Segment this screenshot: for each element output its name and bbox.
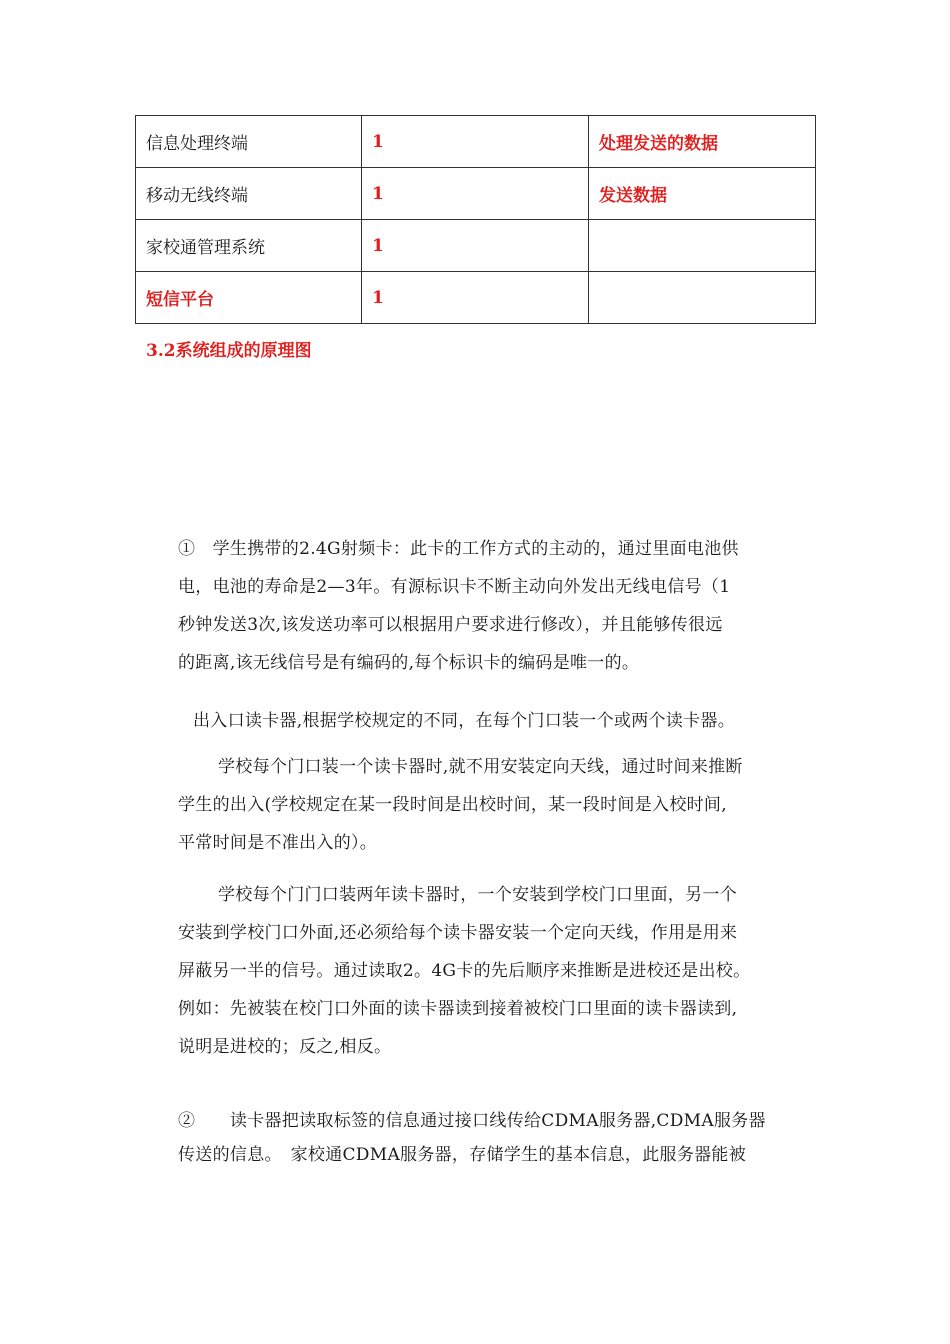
table-cell-note [589,272,816,324]
paragraph-line: 屏蔽另一半的信号。通过读取2。4G卡的先后顺序来推断是进校还是出校。 [178,961,751,981]
table-cell-name: 短信平台 [136,272,362,324]
table-cell-qty: 1 [362,272,589,324]
paragraph-line: ① 学生携带的2.4G射频卡：此卡的工作方式的主动的，通过里面电池供 [178,539,739,559]
equipment-table [135,115,816,324]
table-cell-qty: 1 [362,220,589,272]
paragraph-line: 例如：先被装在校门口外面的读卡器读到接着被校门口里面的读卡器读到, [178,999,738,1019]
table-row [136,220,816,272]
paragraph-cdma [178,1104,818,1172]
table-cell-qty: 1 [362,116,589,168]
table-row [136,168,816,220]
paragraph-line: 出入口读卡器,根据学校规定的不同，在每个门口装一个或两个读卡器。 [193,711,736,731]
paragraph-two-readers [178,876,818,1066]
table-cell-note: 发送数据 [589,168,816,220]
paragraph-line: ② 读卡器把读取标签的信息通过接口线传给CDMA服务器,CDMA服务器 [178,1111,766,1131]
paragraph-line: 说明是进校的；反之,相反。 [178,1037,392,1057]
paragraph-line: 安装到学校门口外面,还必须给每个读卡器安装一个定向天线，作用是用来 [178,923,738,943]
section-heading: 3.2系统组成的原理图 [146,341,312,361]
paragraph-line: 平常时间是不准出入的）。 [178,833,378,853]
table-cell-name: 移动无线终端 [136,168,362,220]
paragraph-line: 电，电池的寿命是2—3年。有源标识卡不断主动向外发出无线电信号（1 [178,577,731,597]
table-cell-name: 家校通管理系统 [136,220,362,272]
paragraph-rf-card [178,530,818,682]
paragraph-reader [193,702,833,740]
paragraph-line: 秒钟发送3次,该发送功率可以根据用户要求进行修改），并且能够传很远 [178,615,723,635]
paragraph-line: 传送的信息。 家校通CDMA服务器，存储学生的基本信息，此服务器能被 [178,1145,747,1165]
paragraph-line: 学生的出入(学校规定在某一段时间是出校时间，某一段时间是入校时间, [178,795,727,815]
table-row [136,116,816,168]
table-cell-note: 处理发送的数据 [589,116,816,168]
table-cell-note [589,220,816,272]
paragraph-line: 的距离,该无线信号是有编码的,每个标识卡的编码是唯一的。 [178,653,640,673]
table-cell-name: 信息处理终端 [136,116,362,168]
paragraph-line: 学校每个门口装一个读卡器时,就不用安装定向天线，通过时间来推断 [218,757,743,777]
paragraph-line: 学校每个门门口装两年读卡器时，一个安装到学校门口里面，另一个 [218,885,737,905]
table-cell-qty: 1 [362,168,589,220]
table-row [136,272,816,324]
paragraph-single-reader [178,748,818,862]
